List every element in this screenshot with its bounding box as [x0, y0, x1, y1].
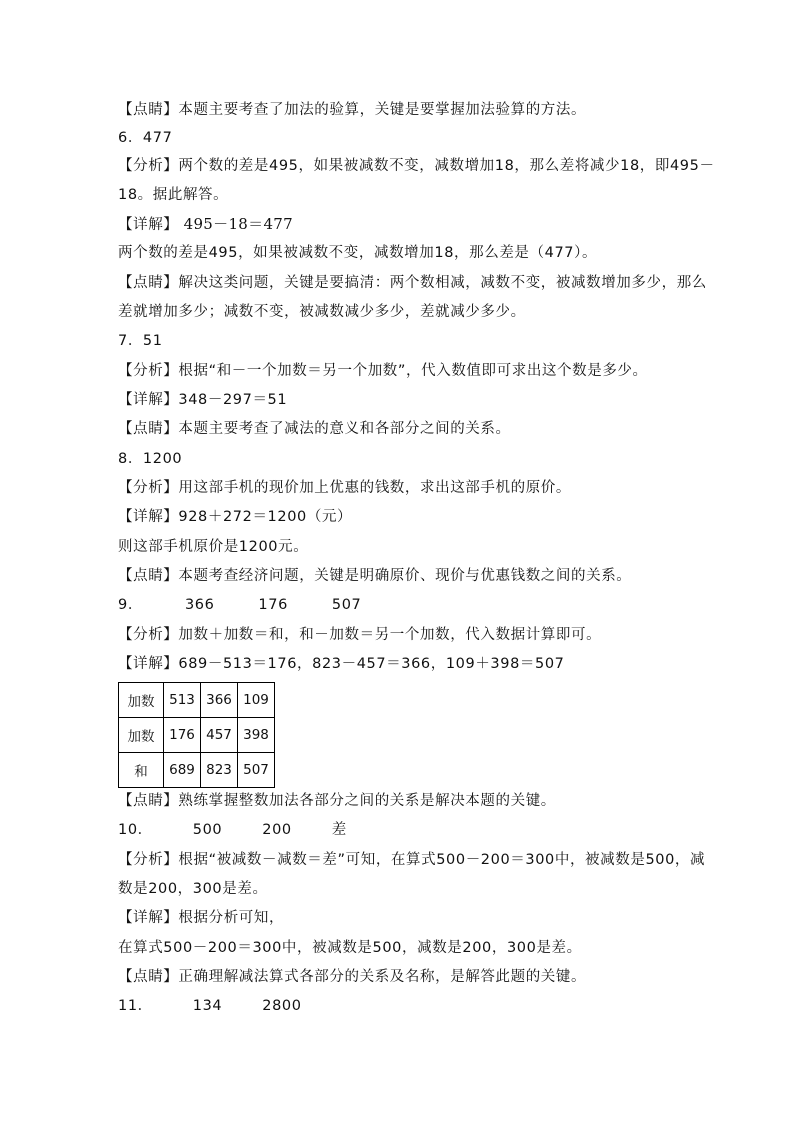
analysis-9: 【分析】加数＋加数＝和，和－加数＝另一个加数，代入数据计算即可。	[118, 627, 602, 643]
answer-blank-3: 差	[331, 822, 347, 838]
answer-blank-2: 200	[262, 822, 292, 838]
table-row-label: 加数	[119, 683, 164, 718]
detail-8: 【详解】928＋272＝1200（元）	[118, 509, 353, 525]
table-cell: 507	[238, 753, 275, 788]
answer-blank-1: 366	[184, 597, 215, 613]
detail-6-conclusion: 两个数的差是495，如果被减数不变，减数增加18，那么差是（477）。	[118, 245, 598, 261]
note-9: 【点睛】熟练掌握整数加法各部分之间的关系是解决本题的关键。	[118, 793, 556, 809]
question-8-answer: 8．1200	[118, 451, 183, 467]
answer-blank-1: 500	[192, 822, 223, 838]
note-6-line-2: 差就增加多少；减数不变，被减数减少多少，差就减少多少。	[118, 304, 526, 320]
detail-10: 【详解】根据分析可知，	[118, 910, 285, 926]
question-number: 10．	[118, 822, 153, 838]
table-row	[119, 753, 275, 788]
detail-9: 【详解】689－513＝176，823－457＝366，109＋398＝507	[118, 656, 565, 672]
detail-7: 【详解】348－297＝51	[118, 392, 288, 408]
analysis-10-line-2: 数是200，300是差。	[118, 881, 268, 897]
answer-blank-2: 176	[258, 597, 288, 613]
table-cell: 176	[164, 718, 201, 753]
table-row	[119, 683, 275, 718]
note-5: 【点睛】本题主要考查了加法的验算，关键是要掌握加法验算的方法。	[118, 102, 587, 118]
table-cell: 513	[164, 683, 201, 718]
analysis-8: 【分析】用这部手机的现价加上优惠的钱数，求出这部手机的原价。	[118, 480, 571, 496]
question-9-answer	[118, 595, 361, 615]
analysis-6-line-1: 【分析】两个数的差是495，如果被减数不变，减数增加18，那么差将减少18，即495－	[118, 158, 715, 174]
detail-6-formula: 495－18＝477	[183, 215, 293, 233]
table-row-label: 加数	[119, 718, 164, 753]
table-cell: 457	[201, 718, 238, 753]
question-number: 9．	[118, 597, 143, 613]
table-cell: 366	[201, 683, 238, 718]
answer-blank-2: 2800	[262, 998, 302, 1014]
note-10: 【点睛】正确理解减法算式各部分的关系及名称，是解答此题的关键。	[118, 969, 587, 985]
analysis-6-line-2: 18。据此解答。	[118, 187, 229, 203]
note-8: 【点睛】本题考查经济问题，关键是明确原价、现价与优惠钱数之间的关系。	[118, 568, 632, 584]
answer-blank-3: 507	[331, 597, 362, 613]
question-10-answer	[118, 820, 347, 840]
table-cell: 398	[238, 718, 275, 753]
note-6-line-1: 【点睛】解决这类问题，关键是要搞清：两个数相减，减数不变，被减数增加多少，那么	[118, 275, 707, 291]
table-row	[119, 718, 275, 753]
table-cell: 689	[164, 753, 201, 788]
detail-8-conclusion: 则这部手机原价是1200元。	[118, 539, 309, 555]
analysis-7: 【分析】根据“和－一个加数＝另一个加数”，代入数值即可求出这个数是多少。	[118, 363, 648, 379]
analysis-10-line-1: 【分析】根据“被减数－减数＝差”可知，在算式500－200＝300中，被减数是500，减	[118, 852, 706, 868]
table-cell: 109	[238, 683, 275, 718]
answer-table	[118, 682, 275, 788]
question-6-answer: 6．477	[118, 130, 173, 146]
table-row-label: 和	[119, 753, 164, 788]
question-number: 11．	[118, 998, 153, 1014]
question-7-answer: 7．51	[118, 333, 163, 349]
note-7: 【点睛】本题主要考查了减法的意义和各部分之间的关系。	[118, 421, 511, 437]
detail-label: 【详解】	[118, 217, 179, 233]
detail-6	[118, 214, 293, 235]
detail-10-conclusion: 在算式500－200＝300中，被减数是500，减数是200，300是差。	[118, 940, 582, 956]
question-11-answer	[118, 996, 302, 1016]
table-cell: 823	[201, 753, 238, 788]
answer-blank-1: 134	[192, 998, 223, 1014]
